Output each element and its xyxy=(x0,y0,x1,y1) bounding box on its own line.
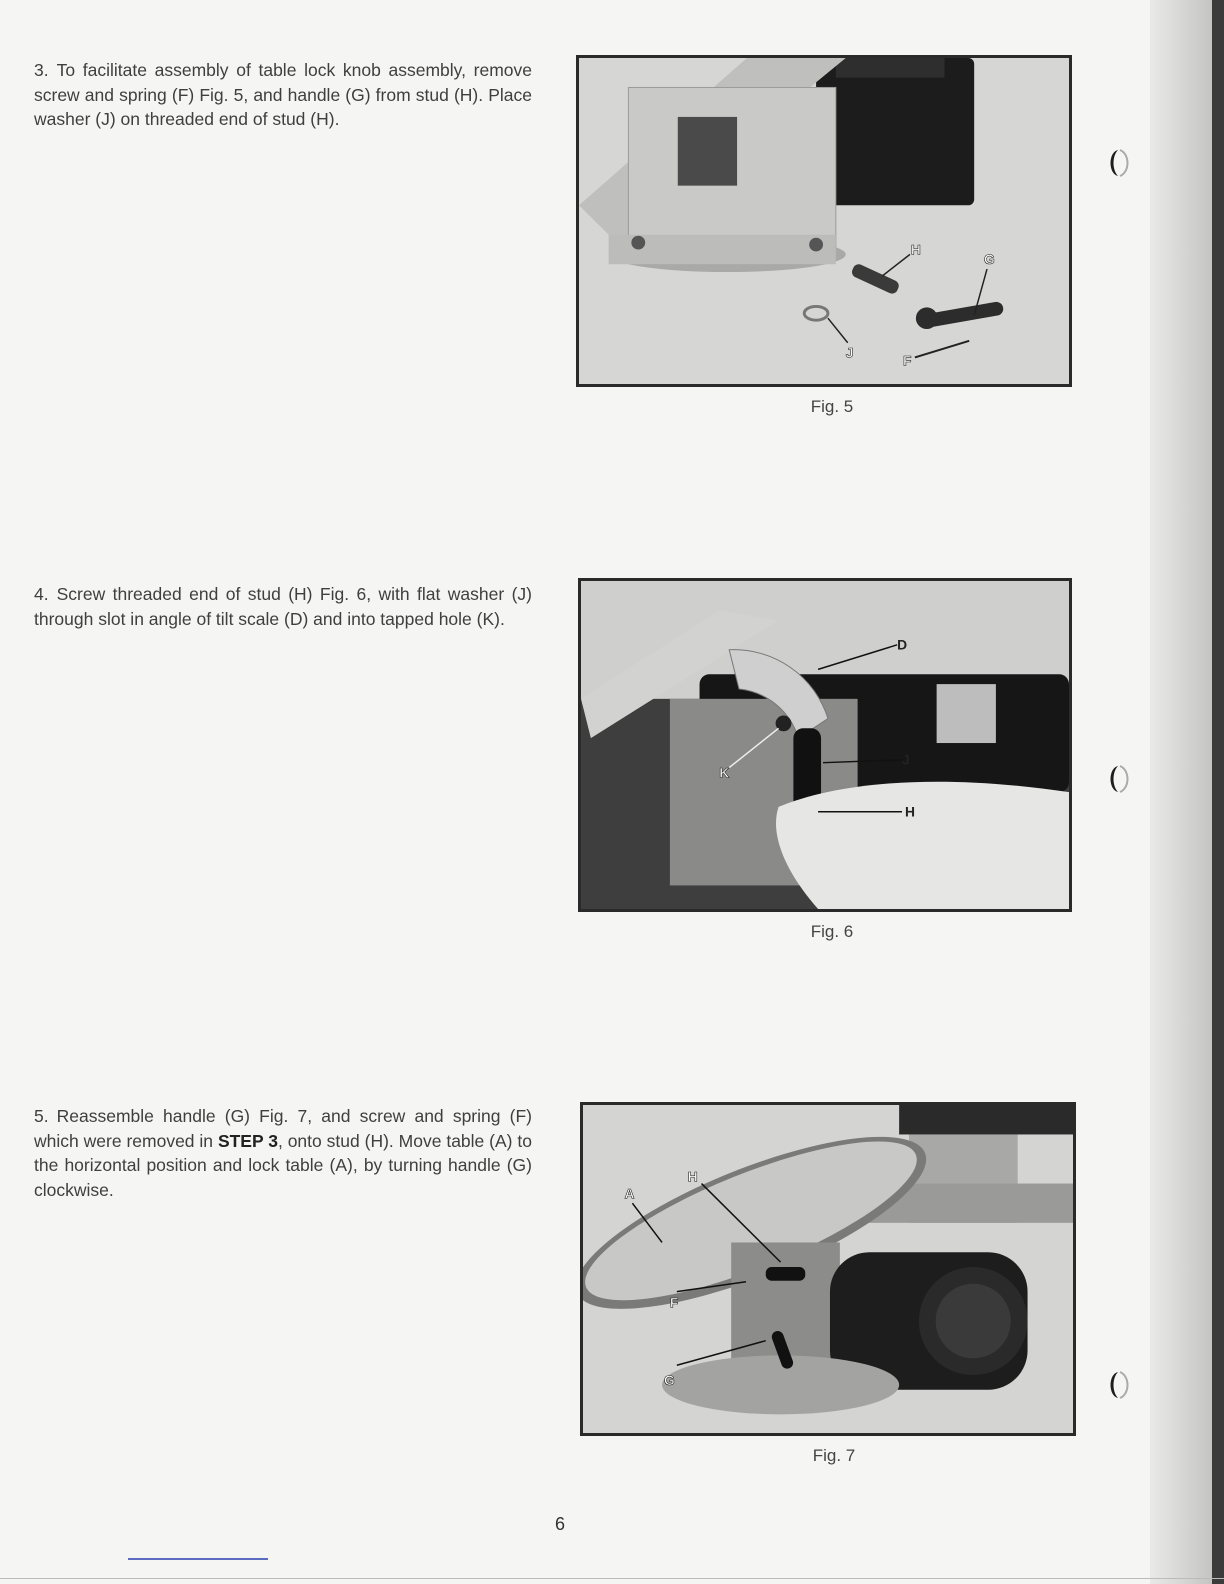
step-body-before: Reassemble handle (G) Fig. 7, and screw and spring (F) which were removed in xyxy=(34,1106,532,1151)
figure-5-photo xyxy=(576,55,1072,387)
fig5-label-j: J xyxy=(845,345,854,361)
figure-5-caption: Fig. 5 xyxy=(810,397,854,416)
step-body: Screw threaded end of stud (H) Fig. 6, with flat washer (J) through slot in angle of tilt scale (D) and into tapped hole (K). xyxy=(34,584,532,629)
figure-7-caption: Fig. 7 xyxy=(812,1446,856,1465)
step-body: To facilitate assembly of table lock knob assembly, remove screw and spring (F) Fig. 5, and handle (G) from stud (H). Place washer (J) on threaded end of stud (H). xyxy=(34,60,532,129)
fig5-label-f: F xyxy=(903,353,912,369)
footer-rule xyxy=(128,1558,268,1560)
step-number: 3. xyxy=(34,60,49,80)
figure-7-photo xyxy=(580,1102,1076,1436)
binder-hole-icon xyxy=(1100,146,1134,180)
step-4-text xyxy=(34,582,532,631)
fig5-label-g: G xyxy=(984,252,995,268)
figure-6-caption: Fig. 6 xyxy=(810,922,854,941)
binder-hole-icon xyxy=(1100,1368,1134,1402)
fig6-label-j: J xyxy=(902,752,910,768)
fig7-label-h: H xyxy=(687,1169,698,1185)
binder-hole-icon xyxy=(1100,762,1134,796)
fig6-label-h: H xyxy=(905,804,915,820)
step-number: 5. xyxy=(34,1106,49,1126)
fig6-label-d: D xyxy=(897,637,908,653)
fig7-label-g: G xyxy=(664,1372,675,1388)
step-3-text xyxy=(34,58,532,132)
step-reference: STEP 3 xyxy=(217,1130,278,1151)
step-5-text xyxy=(34,1104,532,1202)
step-body-after: , onto stud (H). Move table (A) to the horizontal position and lock table (A), by turning handle (G) clockwise. xyxy=(34,1130,532,1200)
fig7-label-f: F xyxy=(669,1295,679,1311)
page-number: 6 xyxy=(554,1514,565,1534)
fig6-label-k: K xyxy=(719,765,730,781)
figure-6-photo xyxy=(578,578,1072,912)
bottom-line xyxy=(0,1578,1224,1579)
fig7-label-a: A xyxy=(624,1186,635,1202)
fig5-label-h: H xyxy=(910,242,921,258)
page-edge-dark xyxy=(1212,0,1224,1584)
step-number: 4. xyxy=(34,584,49,604)
